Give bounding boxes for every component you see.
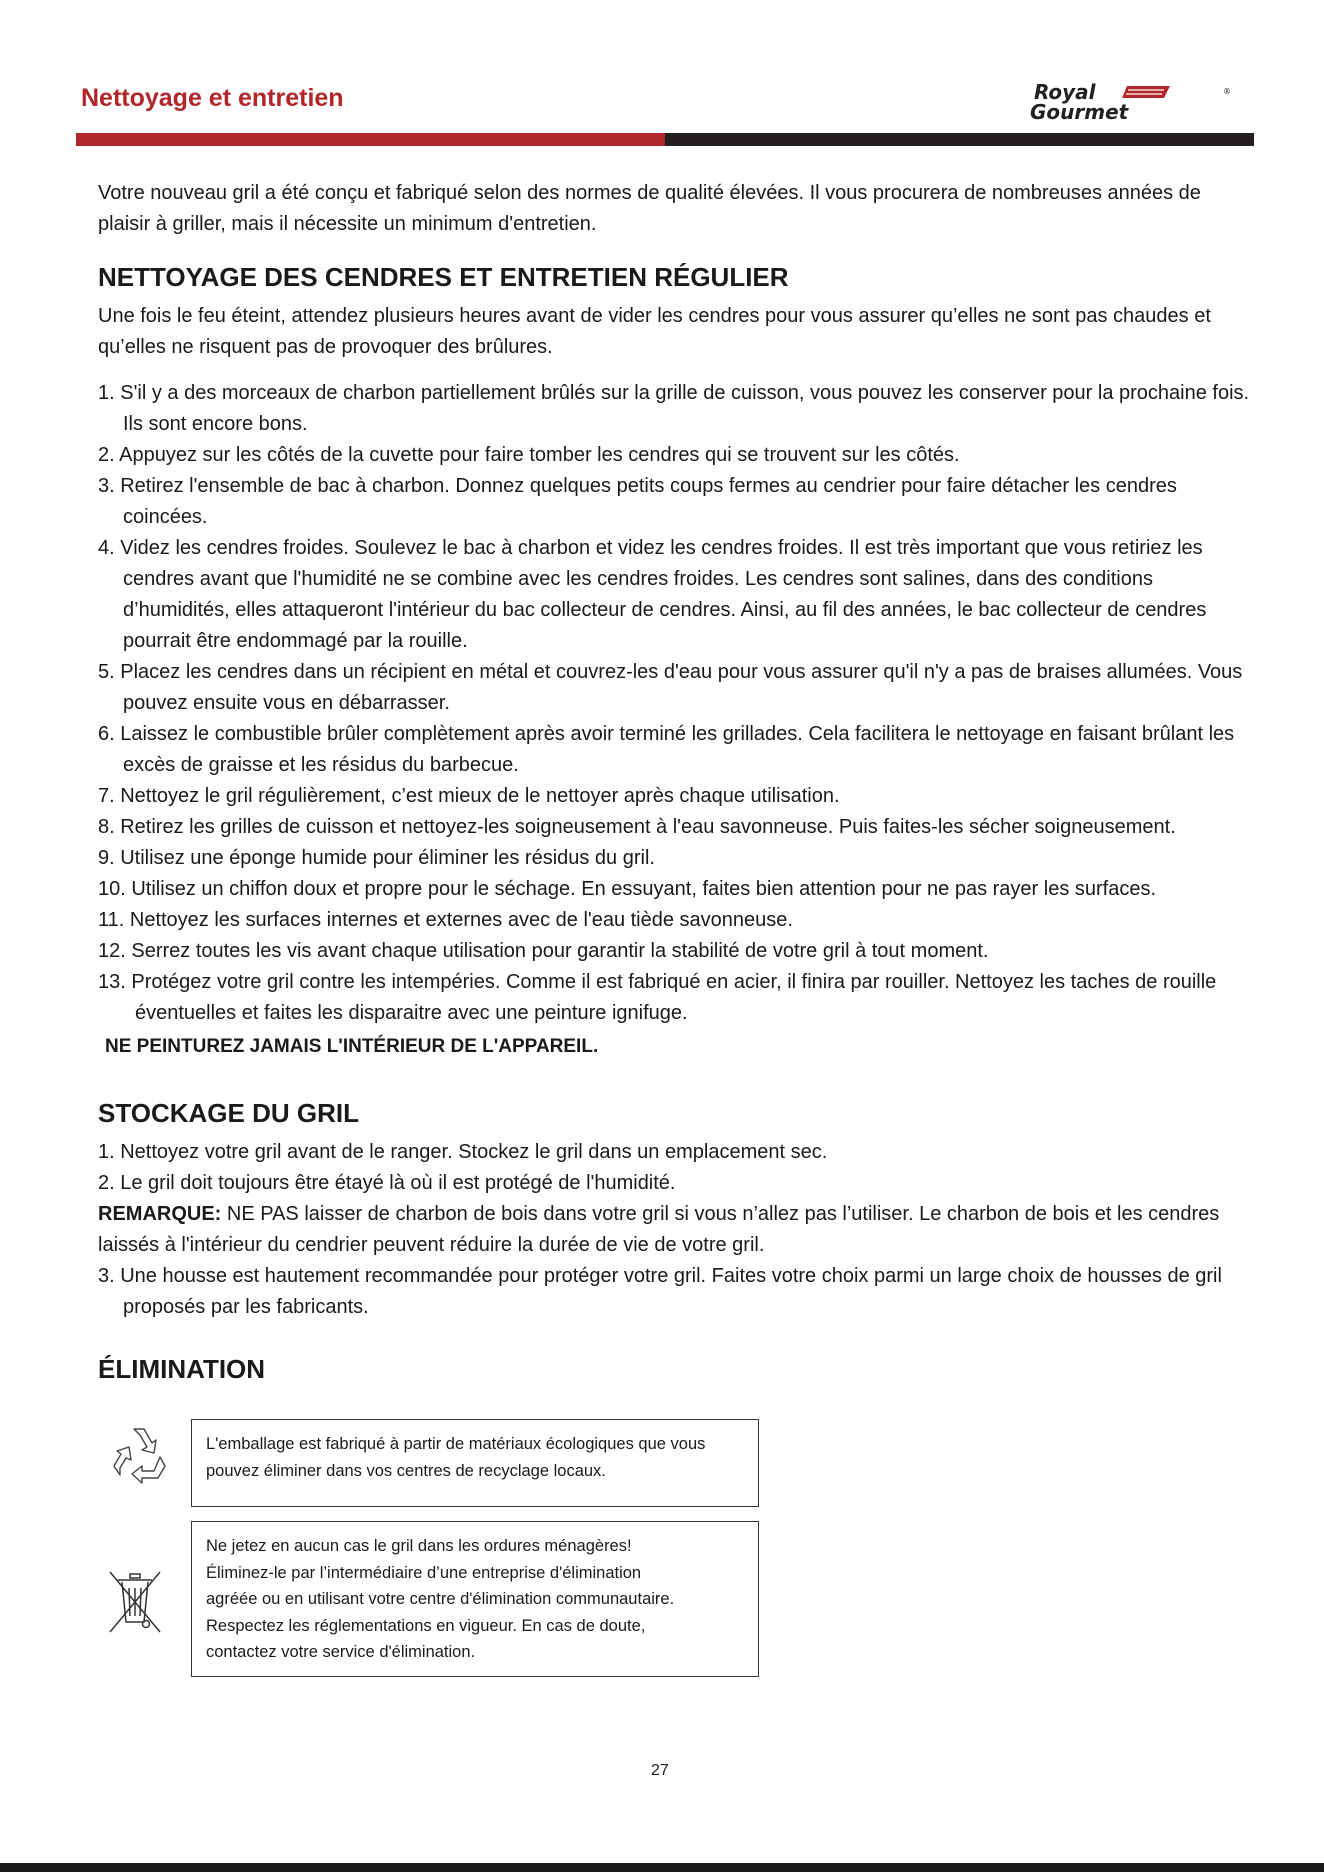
logo-flag-shape (1122, 86, 1170, 98)
storage-item-2: 2. Le gril doit toujours être étayé là où il est protégé de l'humidité. (98, 1172, 676, 1194)
logo-text-royal: Royal (1034, 80, 1096, 104)
royal-gourmet-logo (1030, 82, 1230, 122)
header-rule-red (76, 133, 665, 146)
cleaning-steps-list (98, 378, 1258, 1029)
disposal-notice-box (191, 1521, 759, 1677)
list-item: 4. Videz les cendres froides. Soulevez le bac à charbon et videz les cendres froides. Il est très important que vous retiriez les cendres avant que l'humidité ne se combine avec les cendres froides. Les cendres sont salines, dans des conditions d’humidités, elles attaqueront l'intérieur du bac collecteur de cendres. Ainsi, au fil des années, le bac collecteur de cendres pourrait être endommagé par la rouille. (98, 537, 1207, 652)
registered-mark: ® (1223, 87, 1231, 96)
disposal-line: Ne jetez en aucun cas le gril dans les ordures ménagères! (206, 1537, 632, 1555)
list-item: 10. Utilisez un chiffon doux et propre pour le séchage. En essuyant, faites bien attention pour ne pas rayer les surfaces. (98, 878, 1157, 900)
intro-paragraph: Votre nouveau gril a été conçu et fabriqué selon des normes de qualité élevées. Il vous procurera de nombreuses années de plaisir à griller, mais il nécessite un minimum d'entretien. (98, 182, 1201, 235)
disposal-line: Respectez les réglementations en vigueur. En cas de doute, (206, 1616, 646, 1635)
list-item: 6. Laissez le combustible brûler complètement après avoir terminé les grillades. Cela facilitera le nettoyage en faisant brûlant les excès de graisse et les résidus du barbecue. (98, 723, 1235, 776)
page-number: 27 (651, 1762, 669, 1779)
heading-storage: STOCKAGE DU GRIL (98, 1098, 359, 1128)
disposal-line: contactez votre service d'élimination. (206, 1643, 476, 1661)
crossed-out-bin-icon (106, 1570, 164, 1634)
list-item: 11. Nettoyez les surfaces internes et externes avec de l'eau tiède savonneuse. (98, 909, 793, 931)
page-content (98, 178, 1258, 1677)
logo-text-gourmet: Gourmet (1030, 100, 1129, 124)
heading-disposal: ÉLIMINATION (98, 1354, 266, 1384)
list-item: 8. Retirez les grilles de cuisson et nettoyez-les soigneusement à l'eau savonneuse. Puis faites-les sécher soigneusement. (98, 816, 1176, 838)
list-item: 2. Appuyez sur les côtés de la cuvette pour faire tomber les cendres qui se trouvent sur les côtés. (98, 444, 960, 466)
disposal-section (98, 1397, 1258, 1677)
list-item: 7. Nettoyez le gril régulièrement, c’est mieux de le nettoyer après chaque utilisation. (98, 785, 840, 807)
packaging-notice-box: L'emballage est fabriqué à partir de matériaux écologiques que vous pouvez éliminer dans vos centres de recyclage locaux. (191, 1419, 759, 1507)
bottom-rule (0, 1863, 1324, 1872)
ash-lead-paragraph: Une fois le feu éteint, attendez plusieurs heures avant de vider les cendres pour vous assurer qu’elles ne sont pas chaudes et qu’elles ne risquent pas de provoquer des brûlures. (98, 305, 1211, 358)
storage-remark (98, 1199, 1258, 1261)
recycle-icon (108, 1423, 170, 1483)
list-item: 13. Protégez votre gril contre les intempéries. Comme il est fabriqué en acier, il finira par rouiller. Nettoyez les taches de rouille éventuelles et faites les disparaitre avec une peinture ignifuge. (98, 971, 1217, 1024)
storage-item-1: 1. Nettoyez votre gril avant de le ranger. Stockez le gril dans un emplacement sec. (98, 1141, 828, 1163)
paint-warning: NE PEINTUREZ JAMAIS L'INTÉRIEUR DE L'APPAREIL. (105, 1036, 599, 1057)
disposal-line: agréée ou en utilisant votre centre d'élimination communautaire. (206, 1590, 675, 1608)
list-item: 3. Retirez l'ensemble de bac à charbon. Donnez quelques petits coups fermes au cendrier pour faire détacher les cendres coincées. (98, 475, 1177, 528)
header-rule-dark (665, 133, 1254, 146)
list-item: 1. S'il y a des morceaux de charbon partiellement brûlés sur la grille de cuisson, vous pouvez les conserver pour la prochaine fois. Ils sont encore bons. (98, 382, 1250, 435)
remark-label: REMARQUE: (98, 1203, 222, 1225)
disposal-line: Éliminez-le par l’intermédiaire d’une entreprise d'élimination (206, 1563, 642, 1582)
remark-text: NE PAS laisser de charbon de bois dans votre gril si vous n’allez pas l’utiliser. Le charbon de bois et les cendres laissés à l'intérieur du cendrier peuvent réduire la durée de vie de votre gril. (98, 1203, 1220, 1256)
storage-item-3: 3. Une housse est hautement recommandée pour protéger votre gril. Faites votre choix parmi un large choix de housses de gril proposés par les fabricants. (98, 1265, 1222, 1318)
list-item: 9. Utilisez une éponge humide pour éliminer les résidus du gril. (98, 847, 655, 869)
page-title: Nettoyage et entretien (81, 84, 344, 112)
heading-ash-cleaning: NETTOYAGE DES CENDRES ET ENTRETIEN RÉGULIER (98, 262, 789, 292)
list-item: 12. Serrez toutes les vis avant chaque utilisation pour garantir la stabilité de votre gril à tout moment. (98, 940, 989, 962)
list-item: 5. Placez les cendres dans un récipient en métal et couvrez-les d'eau pour vous assurer qu'il n'y a pas de braises allumées. Vous pouvez ensuite vous en débarrasser. (98, 661, 1243, 714)
